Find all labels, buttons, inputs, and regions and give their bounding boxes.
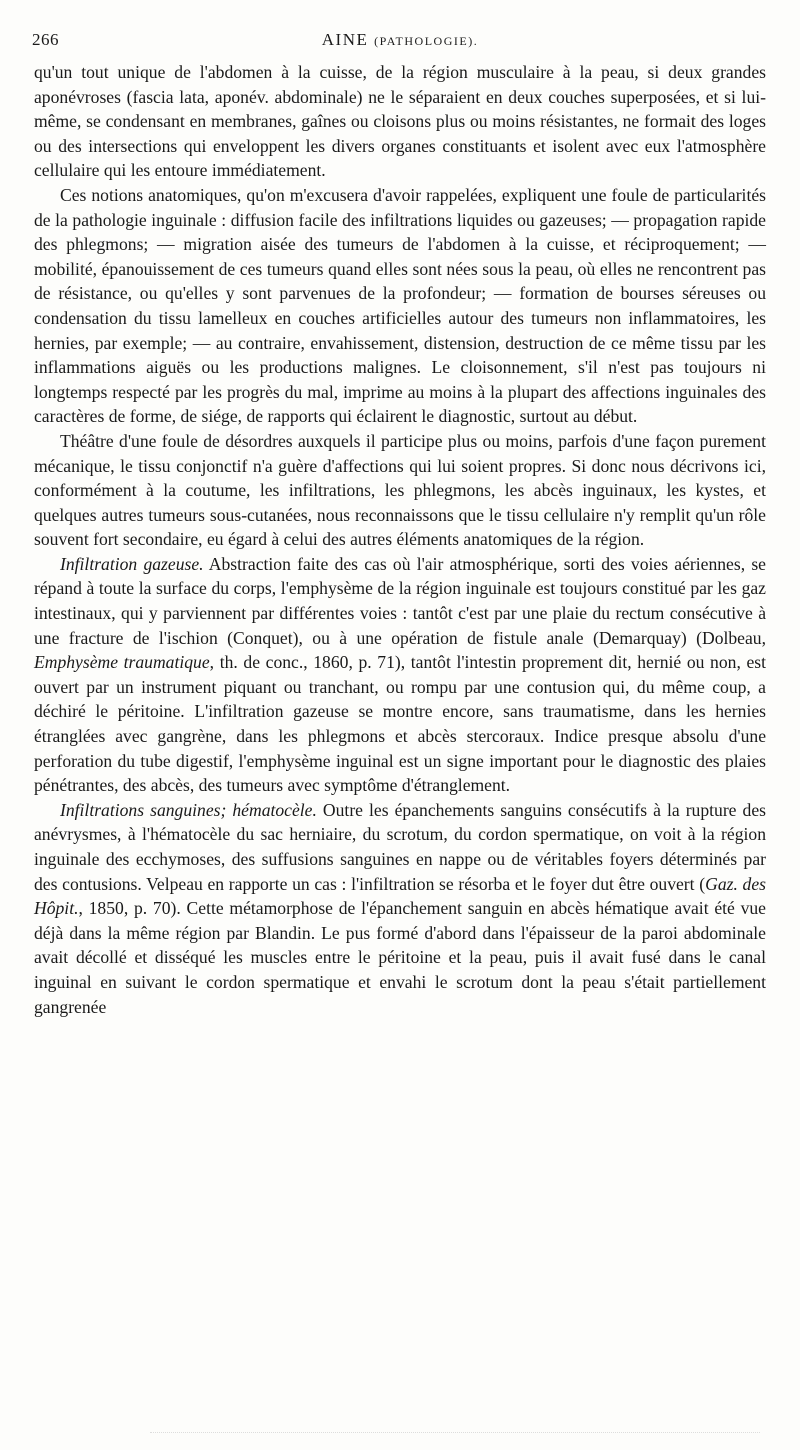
header-title-main: AINE (321, 30, 369, 49)
running-head (32, 30, 768, 54)
page-number: 266 (32, 30, 59, 49)
citation-title: Emphysème traumatique (34, 652, 210, 673)
body-text (34, 60, 766, 1019)
section-heading-gaseous-infiltration: Infiltration gazeuse. (60, 553, 204, 574)
header-title (32, 30, 768, 50)
paragraph-continuation: qu'un tout unique de l'abdomen à la cuisse, de la région musculaire à la peau, si deux grandes aponévroses (fascia lata, aponév. abdominale) ne le séparaient en deux couches superposées, et si lui-même, se condensant en membranes, gaînes ou cloisons plus ou moins résistantes, ne formait des loges ou des intersections qui enveloppent les divers organes constituants et isolent avec eux l'atmosphère cellulaire qui les entoure immédiatement. (34, 62, 766, 181)
citation-title: Gaz. des Hôpit. (34, 873, 766, 919)
paragraph-blood-infiltration (34, 798, 766, 1019)
paragraph-connective-tissue: Théâtre d'une foule de désordres auxquels il participe plus ou moins, parfois d'une façon purement mécanique, le tissu conjonctif n'a guère d'affections qui lui soient propres. Si donc nous décrivons ici, conformément à la coutume, les infiltrations, les phlegmons, les abcès inguinaux, les kystes, et quelques autres tumeurs sous-cutanées, nous reconnaissons que le tissu cellulaire n'y remplit qu'un rôle souvent fort secondaire, eu égard à celui des autres éléments anatomiques de la région. (34, 430, 766, 550)
paragraph-text: Abstraction faite des cas où l'air atmosphérique, sorti des voies aériennes, se répand à toute la surface du corps, l'emphysème de la région inguinale est toujours constitué par les gaz intestinaux, qui y parviennent par différentes voies : tantôt c'est par une plaie du rectum consécutive à une fracture de l'ischion (Conquet), ou à une opération de fistule anale (Demarquay) (Dolbeau, (34, 553, 766, 648)
paragraph-gaseous-infiltration (34, 552, 766, 798)
paragraph-text: , th. de conc., 1860, p. 71), tantôt l'intestin proprement dit, hernié ou non, est ouvert par un instrument piquant ou tranchant, ou rompu par une contusion qui, du même coup, a déchiré le péritoine. L'infiltration gazeuse se montre encore, sans traumatisme, dans les hernies étranglées avec gangrène, dans les phlegmons et abcès stercoraux. Indice presque absolu d'une perforation du tube digestif, l'emphysème inguinal est un signe important pour le diagnostic des plaies pénétrantes, des abcès, des tumeurs avec symptôme d'étranglement. (34, 652, 767, 796)
section-heading-blood-infiltration: Infiltrations sanguines; hématocèle. (60, 799, 317, 820)
footer-rule (150, 1432, 760, 1437)
header-title-sub: (PATHOLOGIE). (374, 34, 479, 48)
paragraph-text: , 1850, p. 70). Cette métamorphose de l'épanchement sanguin en abcès hématique avait été vue déjà dans la même région par Blandin. Le pus formé d'abord dans l'épaisseur de la paroi abdominale avait décollé et disséqué les muscles entre le péritoine et la peau, puis il avait fusé dans le canal inguinal en suivant le cordon spermatique et envahi le scrotum dont la peau s'était partiellement gangrenée (34, 898, 766, 1017)
paragraph-text: Outre les épanchements sanguins consécutifs à la rupture des anévrysmes, à l'hématocèle du sac herniaire, du scrotum, du cordon spermatique, on voit à la région inguinale des ecchymoses, des suffusions sanguines en nappe ou de véritables foyers déterminés par des contusions. Velpeau en rapporte un cas : l'infiltration se résorba et le foyer dut être ouvert ( (34, 799, 766, 894)
paragraph-anatomical-notions: Ces notions anatomiques, qu'on m'excusera d'avoir rappelées, expliquent une foule de particularités de la pathologie inguinale : diffusion facile des infiltrations liquides ou gazeuses; — propagation rapide des phlegmons; — migration aisée des tumeurs de l'abdomen à la cuisse, et réciproquement; — mobilité, épanouissement de ces tumeurs quand elles sont nées sous la peau, où elles ne rencontrent pas de résistance, ou qu'elles y sont parvenues de la profondeur; — formation de bourses séreuses ou condensation du tissu lamelleux en couches artificielles autour des tumeurs non inflammatoires, les hernies, par exemple; — au contraire, envahissement, distension, destruction de ce même tissu par les inflammations aiguës ou les productions malignes. Le cloisonnement, s'il n'est pas toujours ni longtemps respecté par les progrès du mal, imprime au moins à la plupart des affections inguinales des caractères de forme, de siége, de rapports qui éclairent le diagnostic, surtout au début. (34, 184, 766, 427)
